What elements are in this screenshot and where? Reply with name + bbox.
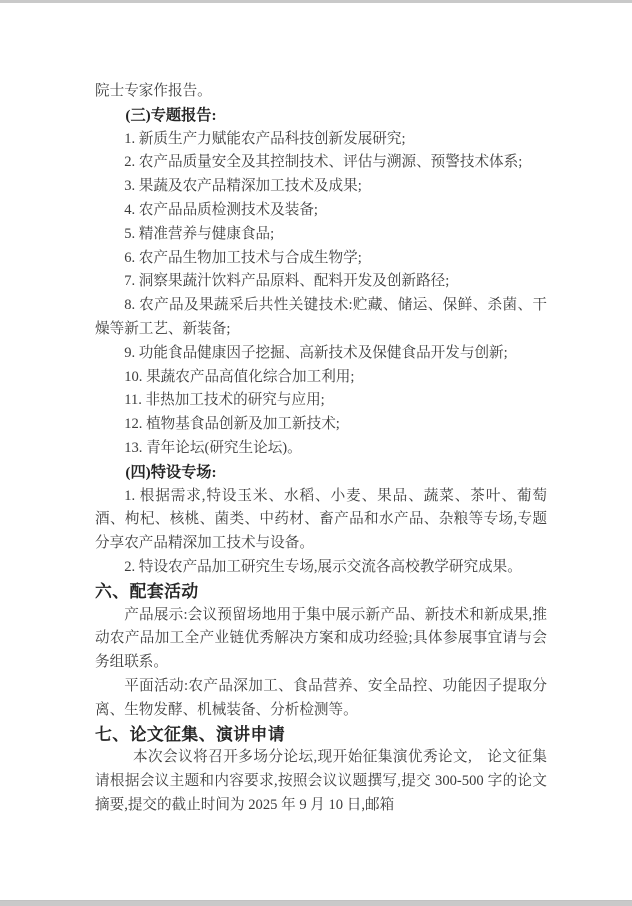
paragraph: 本次会议将召开多场分论坛,现开始征集演优秀论文, 论文征集请根据会议主题和内容要求,按照会议议题撰写,提交 300-500 字的论文摘要,提交的截止时间为 2025 年 9 月 10 日,邮箱	[95, 749, 547, 813]
paragraph: 4. 农产品品质检测技术及装备;	[124, 201, 318, 218]
paragraph: 13. 青年论坛(研究生论坛)。	[124, 439, 302, 456]
paragraph: 2. 农产品质量安全及其控制技术、评估与溯源、预警技术体系;	[124, 154, 523, 171]
page-bottom-edge	[0, 900, 632, 906]
paragraph: 院士专家作报告。	[95, 83, 212, 99]
document-page	[0, 3, 632, 900]
paragraph: 2. 特设农产品加工研究生专场,展示交流各高校教学研究成果。	[124, 558, 522, 575]
section-heading: 六、配套活动	[95, 581, 199, 601]
paragraph: 11. 非热加工技术的研究与应用;	[124, 392, 325, 409]
paragraph: 9. 功能食品健康因子挖掘、高新技术及保健食品开发与创新;	[124, 344, 508, 361]
paragraph: 1. 新质生产力赋能农产品科技创新发展研究;	[124, 130, 406, 147]
paragraph: 1. 根据需求,特设玉米、水稻、小麦、果品、蔬菜、茶叶、葡萄酒、枸杞、核桃、菌类、中药材、畜产品和水产品、杂粮等专场,专题分享农产品精深加工技术与设备。	[95, 487, 547, 552]
section-heading: (三)专题报告:	[125, 106, 217, 124]
paragraph: 12. 植物基食品创新及加工新技术;	[124, 416, 340, 433]
section-heading: (四)特设专场:	[125, 463, 217, 481]
document-content	[95, 80, 547, 818]
paragraph: 平面活动:农产品深加工、食品营养、安全品控、功能因子提取分离、生物发酵、机械装备、分析检测等。	[95, 677, 547, 718]
paragraph: 10. 果蔬农产品高值化综合加工利用;	[124, 368, 355, 385]
section-heading: 七、论文征集、演讲申请	[95, 724, 286, 744]
paragraph: 7. 洞察果蔬汁饮料产品原料、配料开发及创新路径;	[124, 273, 450, 290]
paragraph: 5. 精准营养与健康食品;	[124, 225, 275, 242]
paragraph: 产品展示:会议预留场地用于集中展示新产品、新技术和新成果,推动农产品加工全产业链优秀解决方案和成功经验;具体参展事宜请与会务组联系。	[95, 606, 547, 671]
paragraph: 6. 农产品生物加工技术与合成生物学;	[124, 249, 362, 266]
paragraph: 8. 农产品及果蔬采后共性关键技术:贮藏、储运、保鲜、杀菌、干燥等新工艺、新装备;	[95, 297, 547, 337]
paragraph: 3. 果蔬及农产品精深加工技术及成果;	[124, 178, 362, 195]
